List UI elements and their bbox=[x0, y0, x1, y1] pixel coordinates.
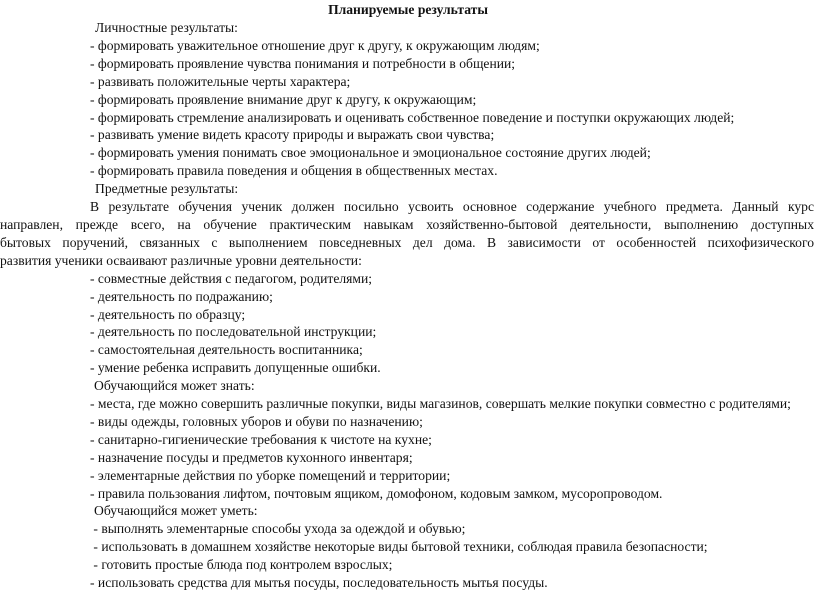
paragraph-line: развития ученики осваивают различные уровни деятельности: bbox=[0, 252, 362, 268]
level-item: - деятельность по подражанию; bbox=[90, 288, 273, 304]
personal-item: - развивать умение видеть красоту природы и выражать свои чувства; bbox=[90, 127, 495, 143]
can-item: - выполнять элементарные способы ухода за одеждой и обувью; bbox=[90, 521, 466, 537]
know-item: - назначение посуды и предметов кухонного инвентаря; bbox=[90, 449, 413, 465]
know-heading: Обучающийся может знать: bbox=[94, 378, 255, 394]
level-item: - умение ребенка исправить допущенные ошибки. bbox=[90, 360, 381, 376]
document-title: Планируемые результаты bbox=[328, 2, 488, 17]
can-item: - использовать средства для мытья посуды, последовательность мытья посуды. bbox=[90, 575, 548, 591]
know-item: - правила пользования лифтом, почтовым ящиком, домофоном, кодовым замком, мусоропроводом. bbox=[90, 485, 663, 501]
personal-item: - формировать умения понимать свое эмоциональное и эмоциональное состояние других людей; bbox=[90, 145, 651, 161]
paragraph-line: бытовых поручений, связанных с выполнением повседневных дел дома. В зависимости от особенностей психофизического bbox=[0, 234, 814, 250]
know-item: - места, где можно совершить различные покупки, виды магазинов, совершать мелкие покупки совместно с родителями; bbox=[90, 396, 791, 412]
level-item: - самостоятельная деятельность воспитанника; bbox=[90, 342, 363, 358]
level-item: - деятельность по образцу; bbox=[90, 306, 246, 322]
level-item: - деятельность по последовательной инструкции; bbox=[90, 324, 377, 340]
personal-item: - формировать проявление чувства понимания и потребности в общении; bbox=[90, 55, 516, 71]
personal-results-heading: Личностные результаты: bbox=[95, 20, 238, 35]
level-item: - совместные действия с педагогом, родителями; bbox=[90, 270, 373, 286]
subject-results-heading: Предметные результаты: bbox=[95, 181, 239, 197]
paragraph-line: направлен, прежде всего, на обучение практическим навыкам хозяйственно-бытовой деятельности, выполнению доступных bbox=[0, 216, 814, 232]
paragraph-line: В результате обучения ученик должен посильно усвоить основное содержание учебного предмета. Данный курс bbox=[90, 199, 814, 215]
personal-item: - формировать проявление внимание друг к другу, к окружающим; bbox=[90, 91, 477, 107]
know-item: - санитарно-гигиенические требования к чистоте на кухне; bbox=[90, 431, 432, 447]
can-item: - готовить простые блюда под контролем взрослых; bbox=[90, 557, 393, 573]
can-heading: Обучающийся может уметь: bbox=[94, 503, 258, 519]
know-item: - элементарные действия по уборке помещений и территории; bbox=[90, 467, 451, 483]
know-item: - виды одежды, головных уборов и обуви по назначению; bbox=[90, 413, 423, 429]
subject-paragraph bbox=[0, 198, 816, 270]
personal-item: - формировать стремление анализировать и оценивать собственное поведение и поступки окружающих людей; bbox=[90, 109, 735, 125]
personal-item: - формировать уважительное отношение друг к другу, к окружающим людям; bbox=[90, 37, 540, 53]
personal-item: - развивать положительные черты характера; bbox=[90, 73, 351, 89]
can-item: - использовать в домашнем хозяйстве некоторые виды бытовой техники, соблюдая правила безопасности; bbox=[90, 539, 708, 555]
personal-item: - формировать правила поведения и общения в общественных местах. bbox=[90, 163, 498, 179]
